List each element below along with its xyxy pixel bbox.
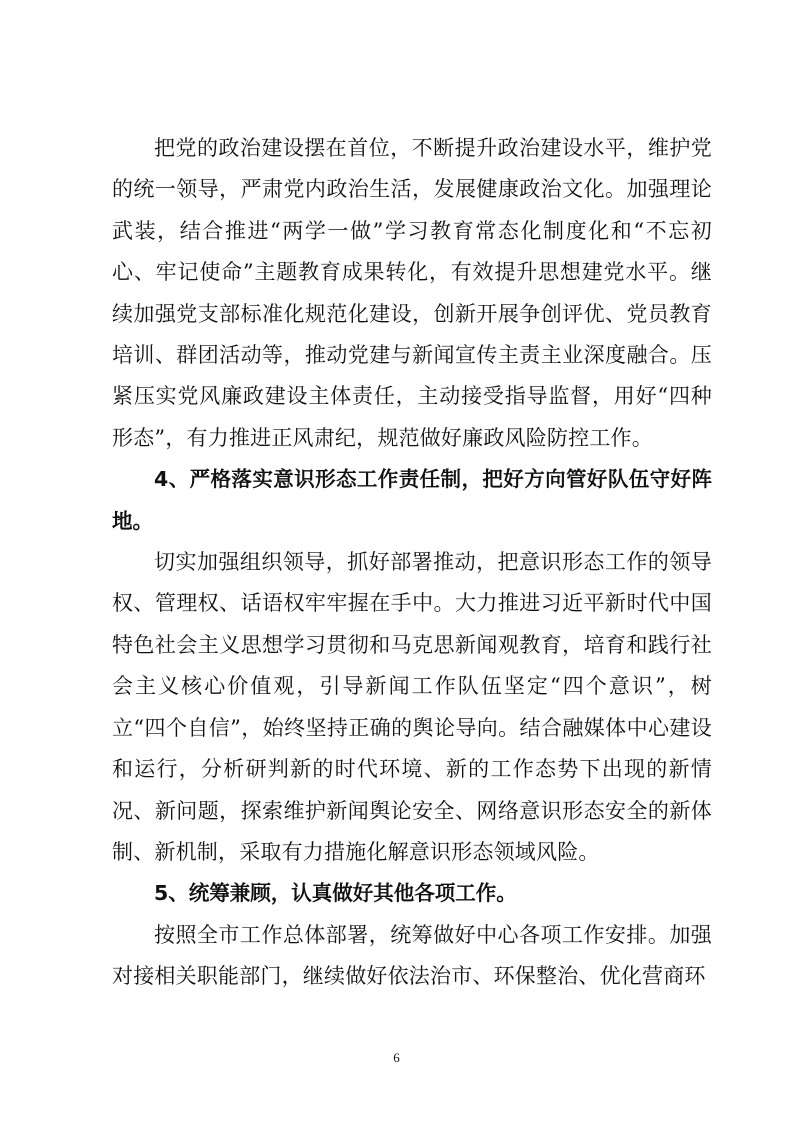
page-number: 6 xyxy=(393,1050,400,1065)
paragraph-party-building: 把党的政治建设摆在首位，不断提升政治建设水平，维护党的统一领导，严肃党内政治生活，发展健康政治文化。加强理论武装，结合推进“两学一做”学习教育常态化制度化和“不忘初心、牢记使命”主题教育成果转化，有效提升思想建党水平。继续加强党支部标准化规范化建设，创新开展争创评优、党员教育培训、群团活动等，推动党建与新闻宣传主责主业深度融合。压紧压实党风廉政建设主体责任，主动接受指导监督，用好“四种形态”，有力推进正风肃纪，规范做好廉政风险防控工作。 xyxy=(112,136,712,450)
paragraph-ideology: 切实加强组织领导，抓好部署推动，把意识形态工作的领导权、管理权、话语权牢牢握在手中。大力推进习近平新时代中国特色社会主义思想学习贯彻和马克思新闻观教育，培育和践行社会主义核心价值观，引导新闻工作队伍坚定“四个意识”，树立“四个自信”，始终坚持正确的舆论导向。结合融媒体中心建设和运行，分析研判新的时代环境、新的工作态势下出现的新情况、新问题，探索维护新闻舆论安全、网络意识形态安全的新体制、新机制，采取有力措施化解意识形态领域风险。 xyxy=(112,550,712,864)
section-heading-5: 5、统筹兼顾，认真做好其他各项工作。 xyxy=(154,881,517,906)
paragraph-other-work: 按照全市工作总体部署，统筹做好中心各项工作安排。加强对接相关职能部门，继续做好依法治市、环保整治、优化营商环 xyxy=(112,922,712,989)
section-heading-4: 4、严格落实意识形态工作责任制，把好方向管好队伍守好阵地。 xyxy=(112,467,712,533)
document-body xyxy=(112,128,712,998)
